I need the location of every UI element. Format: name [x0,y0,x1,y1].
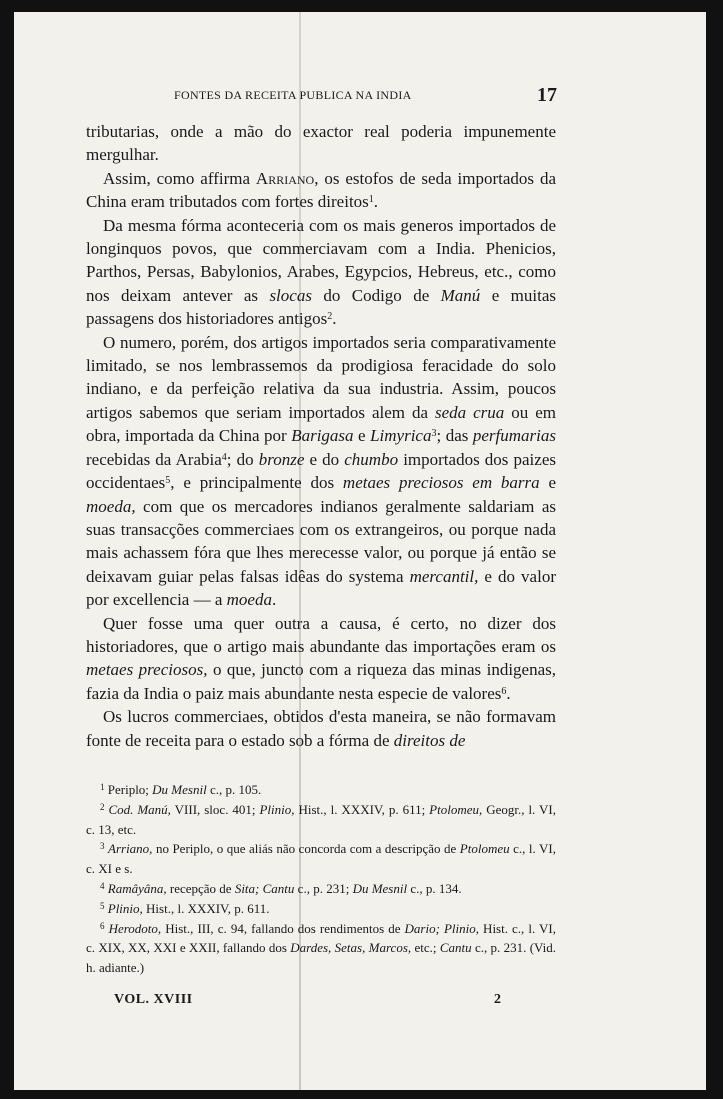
footnote-4: $^4$ Ramâyâna, recepção de Sita; Cantu c., p. 231; Du Mesnil c., p. 134. [100,880,462,896]
footnote-ref: 2 [327,311,333,323]
footnote-ref: 3 [431,428,437,440]
paragraph-3: Da mesma fórma aconteceria com os mais generos importados de longinquos povos, que commerciavam com a India. Phenicios, Parthos, Persas, Babylonios, Arabes, Egypcios, Hebreus, etc., como nos deixam antever as slocas do Codigo de Manú e muitas passagens dos historiadores antigos$^2$. [86,215,556,329]
footnote-2: $^2$ Cod. Manú, VIII, sloc. 401; Plinio, Hist., l. XXXIV, p. 611; Ptolomeu, Geogr., l. VI, c. 13, etc. [86,801,557,837]
paragraph-5: Quer fosse uma quer outra a causa, é certo, no dizer dos historiadores, que o artigo mais abundante das importações eram os metaes preciosos, o que, juncto com a riqueza das minas indigenas, fazia da India o paiz mais abundante nesta especie de valores$^6$. [86,613,556,703]
signature-mark: 2 [494,992,501,1007]
footnote-ref: 5 [165,475,171,487]
footnote-6: $^6$ Herodoto, Hist., III, c. 94, fallando dos rendimentos de Dario; Plinio, Hist. c., l. VI, c. XIX, XX, XXI e XXII, fallando dos Dardes, Setas, Marcos, etc.; Cantu c., p. 231. (Vid. h. adiante.) [86,920,556,976]
footnote-3: $^3$ Arriano, no Periplo, o que aliás não concorda com a descripção de Ptolomeu c., l. VI, c. XI e s. [86,841,557,877]
paragraph-6: Os lucros commerciaes, obtidos d'esta maneira, se não formavam fonte de receita para o estado sob a fórma de direitos de [86,707,556,750]
page-number: 17 [537,84,557,106]
paragraph-4: O numero, porém, dos artigos importados seria comparativamente limitado, se nos lembrassemos da prodigiosa feracidade do solo indiano, e da perfeição relativa da sua industria. Assim, poucos artigos sabemos que seriam importados alem da seda crua ou em obra, importada da China por Barigasa e Limyrica$^3$; das perfumarias recebidas da Arabia$^4$; do bronze e do chumbo importados dos paizes occidentaes$^5$, e principalmente dos metaes preciosos em barra e moeda, com que os mercadores indianos geralmente saldariam as suas transacções commerciaes com os extrangeiros, ou porque nada mais achassem fóra que lhes merecesse valor, ou porque já então se deixavam guiar pelas falsas idêas do systema mercantil, e do valor por excellencia — a moeda. [86,332,557,610]
main-text [86,120,556,752]
volume-label: VOL. XVIII [114,992,193,1007]
footnote-ref: 1 [368,194,374,206]
footnote-1: $^1$ Periplo; Du Mesnil c., p. 105. [100,782,262,797]
paragraph-2: Assim, como affirma Arriano, os estofos de seda importados da China eram tributados com fortes direitos$^1$. [86,168,556,212]
footnote-ref: 4 [221,451,227,463]
footnote-5: $^5$ Plinio, Hist., l. XXXIV, p. 611. [100,900,270,916]
footnotes [86,780,556,978]
footnote-ref: 6 [501,685,507,697]
paragraph-1: tributarias, onde a mão do exactor real poderia impunemente mergulhar. [86,122,556,165]
running-header: FONTES DA RECEITA PUBLICA NA INDIA [174,88,412,102]
book-page [14,12,706,1090]
